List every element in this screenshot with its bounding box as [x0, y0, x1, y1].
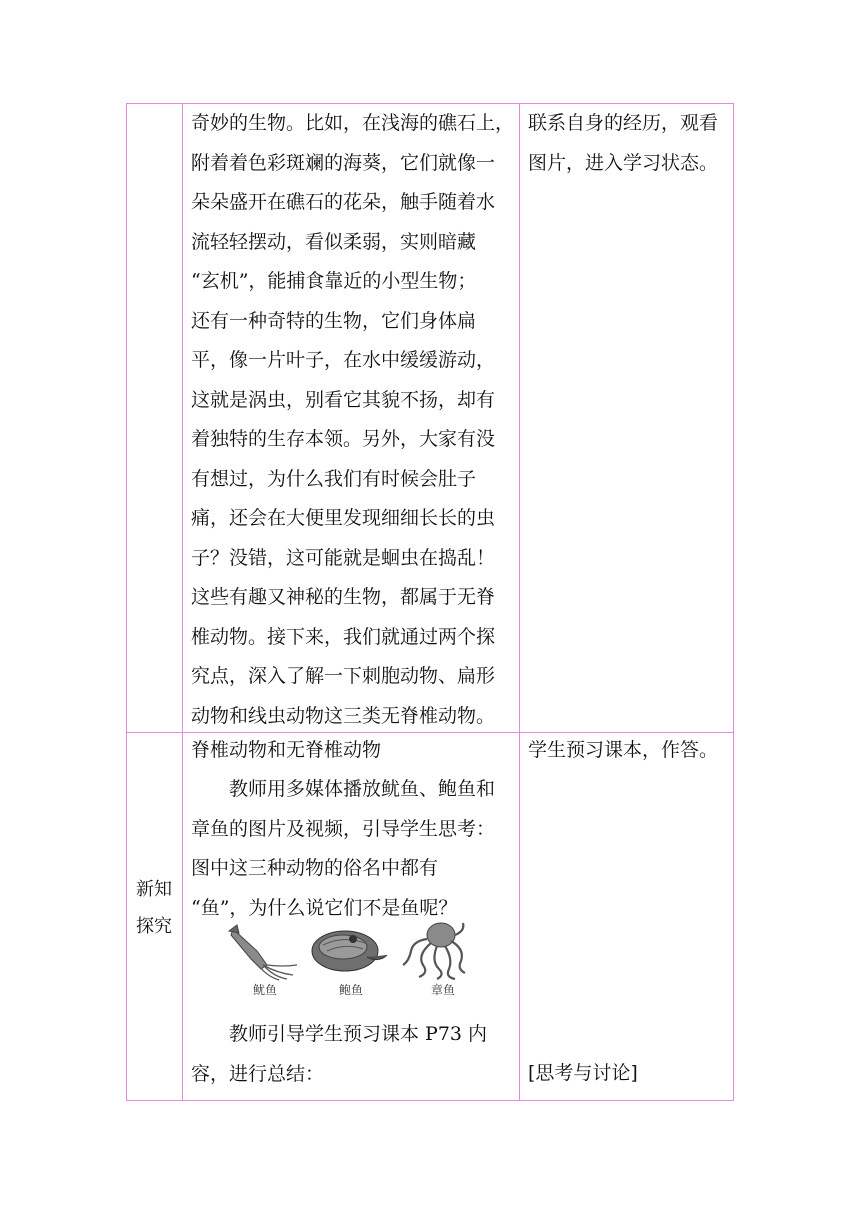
text-line: 这就是涡虫，别看它其貌不扬，却有: [191, 388, 496, 411]
row1-student-activity: [528, 104, 718, 183]
row2-student-activity: 学生预习课本，作答。: [528, 739, 719, 761]
text-line: 联系自身的经历，观看: [528, 112, 719, 134]
text-line: 究点，深入了解一下刺胞动物、扁形: [191, 665, 496, 687]
table-divider-1: [182, 103, 183, 1101]
text-line: “鱼”，为什么说它们不是鱼呢？: [191, 896, 458, 919]
discussion-tag: [思考与讨论]: [528, 1062, 638, 1084]
lesson-table: [126, 103, 734, 1101]
text-line: 附着着色彩斑斓的海葵，它们就像一: [191, 151, 496, 174]
teacher-paragraph-2: [191, 1015, 487, 1094]
text-line: 着独特的生存本领。另外，大家有没: [191, 428, 496, 450]
animal-images: [227, 921, 467, 981]
text-line: 动物和线虫动物这三类无脊椎动物。: [191, 704, 496, 727]
section-label: [132, 871, 176, 945]
section-heading: 脊椎动物和无脊椎动物: [191, 739, 382, 761]
text-line: 容，进行总结：: [191, 1062, 325, 1085]
text-line: 教师引导学生预习课本 P73 内: [229, 1023, 488, 1045]
table-border-right: [733, 103, 734, 1101]
text-line: “玄机”，能捕食靠近的小型生物；: [191, 270, 477, 292]
row2-main-content: [191, 733, 517, 1099]
table-divider-2: [519, 103, 520, 1101]
text-line: 这些有趣又神秘的生物，都属于无脊: [191, 586, 496, 608]
text-line: 教师用多媒体播放鱿鱼、鲍鱼和: [229, 778, 496, 800]
squid-image: [229, 925, 297, 980]
text-line: 图片，进入学习状态。: [528, 151, 719, 174]
row1-main-text: [191, 104, 514, 736]
label-line: 新知: [136, 879, 172, 900]
text-line: 章鱼的图片及视频，引导学生思考：: [191, 817, 496, 840]
table-border-bottom: [126, 1100, 734, 1101]
caption-abalone: 鲍鱼: [339, 983, 364, 997]
text-line: 流轻轻摆动，看似柔弱，实则暗藏: [191, 230, 477, 253]
text-line: 痛，还会在大便里发现细细长长的虫: [191, 507, 496, 529]
text-line: 子？没错，这可能就是蛔虫在捣乱！: [191, 546, 496, 569]
caption-squid: 鱿鱼: [253, 983, 278, 997]
text-line: 有想过，为什么我们有时候会肚子: [191, 467, 477, 490]
abalone-image: [312, 931, 387, 971]
teacher-paragraph-1: [191, 770, 495, 928]
animal-illustrations: [227, 921, 467, 995]
label-line: 探究: [136, 916, 172, 937]
table-border-left: [126, 103, 127, 1101]
caption-octopus: 章鱼: [431, 983, 456, 997]
octopus-image: [403, 923, 465, 979]
text-line: 平，像一片叶子，在水中缓缓游动，: [191, 349, 496, 371]
text-line: 椎动物。接下来，我们就通过两个探: [191, 625, 496, 648]
text-line: 还有一种奇特的生物，它们身体扁: [191, 309, 477, 332]
text-line: 图中这三种动物的俗名中都有: [191, 857, 439, 879]
text-line: 奇妙的生物。比如，在浅海的礁石上，: [191, 112, 515, 134]
text-line: 朵朵盛开在礁石的花朵，触手随着水: [191, 191, 496, 213]
